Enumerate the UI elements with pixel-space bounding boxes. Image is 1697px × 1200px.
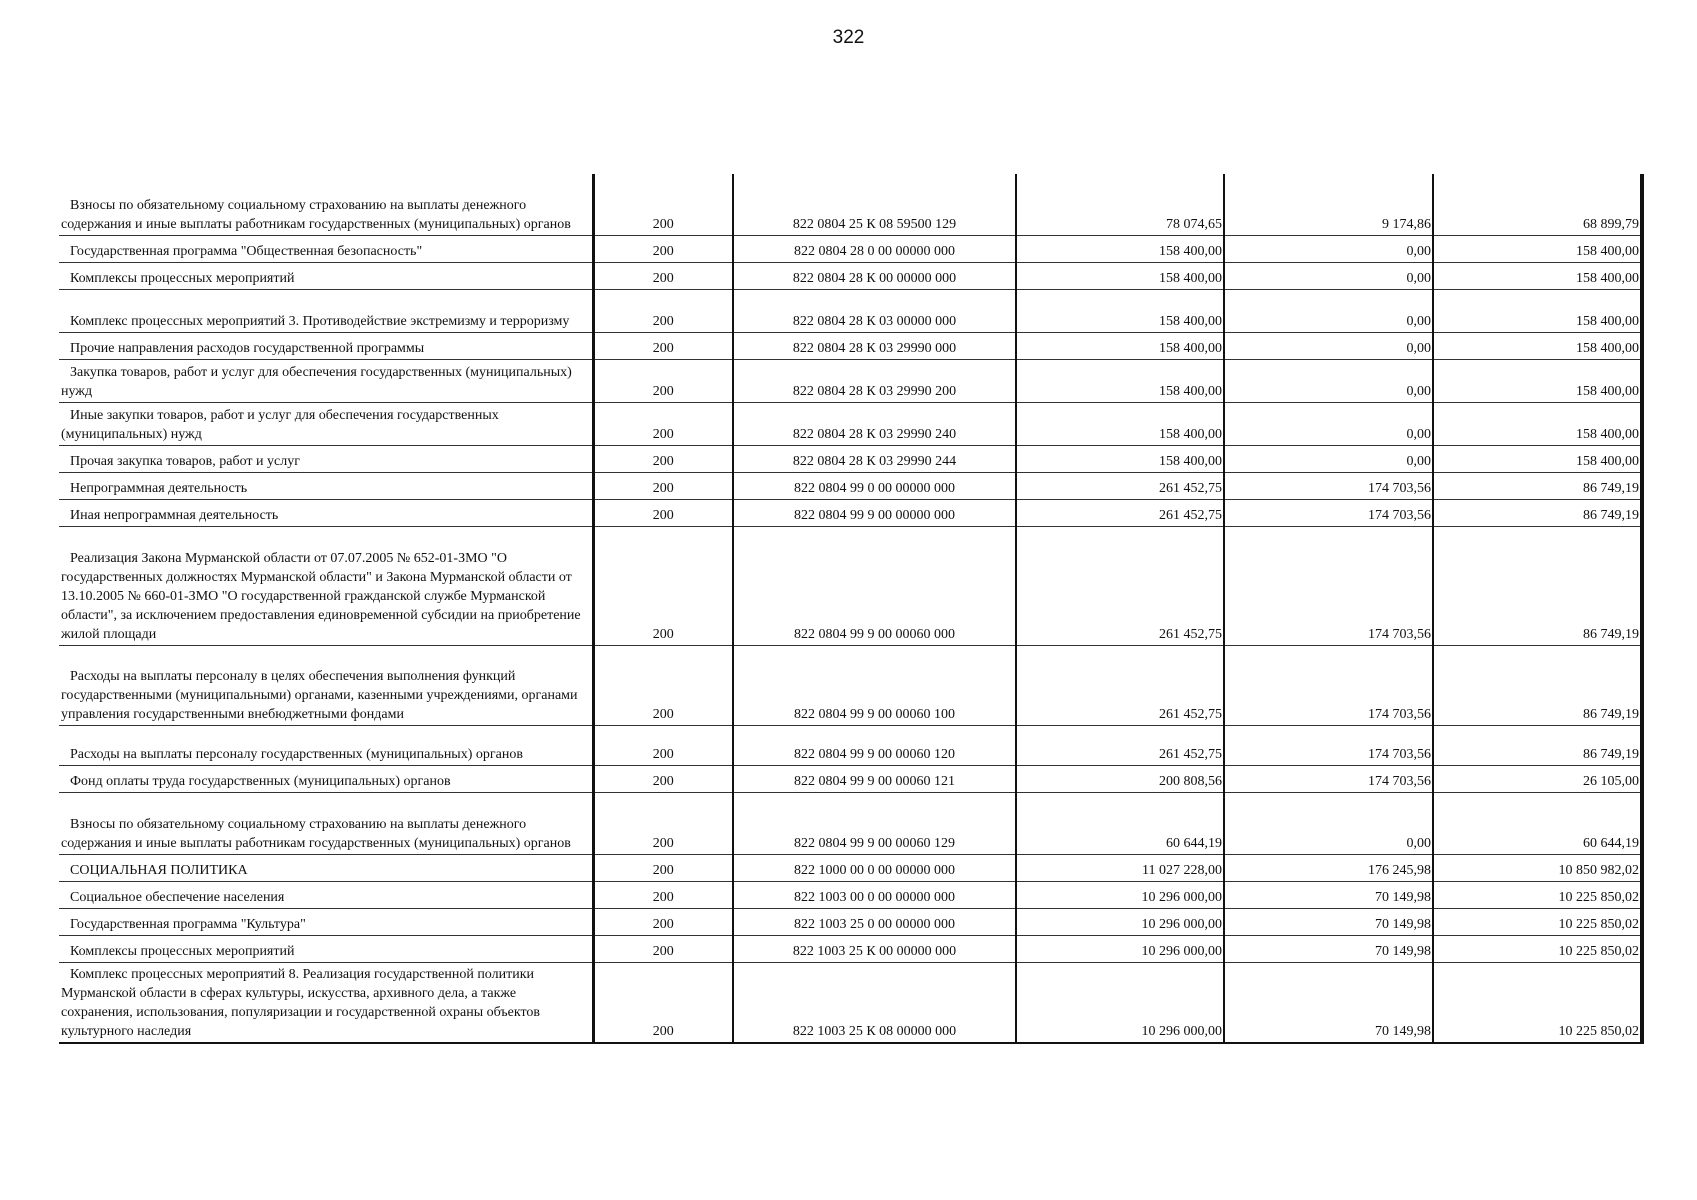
row-name-cell <box>59 882 593 909</box>
row-amount-planned-cell: 10 296 000,00 <box>1016 882 1224 909</box>
table-row <box>59 963 1642 1044</box>
row-amount-executed-cell: 174 703,56 <box>1224 473 1433 500</box>
budget-table <box>59 174 1644 1044</box>
row-name-cell <box>59 473 593 500</box>
row-kbk-cell: 822 1003 25 К 00 00000 000 <box>733 936 1016 963</box>
row-code-cell: 200 <box>593 793 733 855</box>
row-name-text: Прочая закупка товаров, работ и услуг <box>70 454 300 469</box>
row-amount-executed-cell: 0,00 <box>1224 446 1433 473</box>
table-row <box>59 793 1642 855</box>
row-amount-remaining-cell: 86 749,19 <box>1433 500 1642 527</box>
row-amount-remaining-cell: 68 899,79 <box>1433 174 1642 236</box>
row-name-text: Социальное обеспечение населения <box>70 890 285 905</box>
row-amount-executed-cell: 174 703,56 <box>1224 726 1433 766</box>
row-kbk-cell: 822 0804 28 К 03 29990 244 <box>733 446 1016 473</box>
row-amount-planned-cell: 158 400,00 <box>1016 446 1224 473</box>
row-code-cell: 200 <box>593 500 733 527</box>
table-row <box>59 236 1642 263</box>
table-row <box>59 766 1642 793</box>
table-row <box>59 527 1642 646</box>
row-amount-remaining-cell: 10 225 850,02 <box>1433 882 1642 909</box>
row-amount-executed-cell: 9 174,86 <box>1224 174 1433 236</box>
table-row <box>59 174 1642 236</box>
row-name-cell <box>59 527 593 646</box>
table-row <box>59 360 1642 403</box>
table-row <box>59 290 1642 333</box>
row-amount-remaining-cell: 10 850 982,02 <box>1433 855 1642 882</box>
row-name-cell <box>59 766 593 793</box>
row-name-cell <box>59 936 593 963</box>
row-amount-planned-cell: 158 400,00 <box>1016 263 1224 290</box>
budget-table-body <box>59 174 1642 1043</box>
row-name-text: Взносы по обязательному социальному страхованию на выплаты денежного содержания и иные выплаты работникам государственных (муниципальных) органов <box>61 817 571 851</box>
row-amount-executed-cell: 70 149,98 <box>1224 936 1433 963</box>
table-row <box>59 500 1642 527</box>
row-amount-executed-cell: 0,00 <box>1224 236 1433 263</box>
table-row <box>59 403 1642 446</box>
row-amount-executed-cell: 0,00 <box>1224 333 1433 360</box>
row-name-cell <box>59 360 593 403</box>
row-name-text: Комплекс процессных мероприятий 3. Противодействие экстремизму и терроризму <box>70 314 570 329</box>
row-amount-remaining-cell: 86 749,19 <box>1433 473 1642 500</box>
row-name-cell <box>59 726 593 766</box>
row-amount-remaining-cell: 10 225 850,02 <box>1433 909 1642 936</box>
table-row <box>59 446 1642 473</box>
row-amount-planned-cell: 261 452,75 <box>1016 473 1224 500</box>
table-row <box>59 263 1642 290</box>
row-name-cell <box>59 333 593 360</box>
page-number: 322 <box>832 27 865 48</box>
table-row <box>59 473 1642 500</box>
row-amount-planned-cell: 11 027 228,00 <box>1016 855 1224 882</box>
row-amount-planned-cell: 158 400,00 <box>1016 403 1224 446</box>
row-kbk-cell: 822 0804 28 0 00 00000 000 <box>733 236 1016 263</box>
row-name-text: Взносы по обязательному социальному страхованию на выплаты денежного содержания и иные выплаты работникам государственных (муниципальных) органов <box>61 198 571 232</box>
row-amount-remaining-cell: 158 400,00 <box>1433 333 1642 360</box>
row-kbk-cell: 822 0804 28 К 03 29990 000 <box>733 333 1016 360</box>
row-name-text: Прочие направления расходов государственной программы <box>70 341 425 356</box>
row-amount-remaining-cell: 60 644,19 <box>1433 793 1642 855</box>
row-name-cell <box>59 963 593 1044</box>
row-amount-remaining-cell: 10 225 850,02 <box>1433 963 1642 1044</box>
row-kbk-cell: 822 0804 99 9 00 00000 000 <box>733 500 1016 527</box>
table-row <box>59 726 1642 766</box>
row-amount-executed-cell: 0,00 <box>1224 360 1433 403</box>
row-amount-remaining-cell: 158 400,00 <box>1433 236 1642 263</box>
row-name-text: Расходы на выплаты персоналу в целях обеспечения выполнения функций государственными (муниципальными) органами, казенными учреждениями, органами управления государственными внебюджетными фондами <box>61 669 578 722</box>
row-code-cell: 200 <box>593 527 733 646</box>
row-code-cell: 200 <box>593 236 733 263</box>
row-amount-remaining-cell: 26 105,00 <box>1433 766 1642 793</box>
table-row <box>59 855 1642 882</box>
row-amount-planned-cell: 158 400,00 <box>1016 236 1224 263</box>
row-name-cell <box>59 236 593 263</box>
row-code-cell: 200 <box>593 446 733 473</box>
row-name-text: Фонд оплаты труда государственных (муниципальных) органов <box>70 774 451 789</box>
row-name-cell <box>59 646 593 726</box>
row-amount-remaining-cell: 158 400,00 <box>1433 446 1642 473</box>
row-name-cell <box>59 263 593 290</box>
row-name-text: Комплекс процессных мероприятий 8. Реализация государственной политики Мурманской области в сферах культуры, искусства, архивного дела, а также сохранения, использования, популяризации и государственной охраны объектов культурного наследия <box>61 967 541 1039</box>
row-kbk-cell: 822 0804 28 К 03 29990 240 <box>733 403 1016 446</box>
row-amount-planned-cell: 261 452,75 <box>1016 726 1224 766</box>
row-amount-planned-cell: 158 400,00 <box>1016 333 1224 360</box>
row-amount-executed-cell: 174 703,56 <box>1224 500 1433 527</box>
row-amount-executed-cell: 0,00 <box>1224 263 1433 290</box>
row-amount-executed-cell: 176 245,98 <box>1224 855 1433 882</box>
row-code-cell: 200 <box>593 882 733 909</box>
row-name-text: Реализация Закона Мурманской области от 07.07.2005 № 652-01-ЗМО "О государственных должностях Мурманской области" и Закона Мурманской области от 13.10.2005 № 660-01-ЗМО "О государственной гражданской службе Мурманской области", за исключением предоставления единовременной субсидии на приобретение жилой площади <box>61 551 581 642</box>
table-row <box>59 909 1642 936</box>
row-amount-remaining-cell: 158 400,00 <box>1433 263 1642 290</box>
row-amount-planned-cell: 158 400,00 <box>1016 360 1224 403</box>
row-kbk-cell: 822 0804 28 К 00 00000 000 <box>733 263 1016 290</box>
row-code-cell: 200 <box>593 290 733 333</box>
row-kbk-cell: 822 0804 25 К 08 59500 129 <box>733 174 1016 236</box>
row-name-text: СОЦИАЛЬНАЯ ПОЛИТИКА <box>70 863 248 878</box>
row-name-text: Расходы на выплаты персоналу государственных (муниципальных) органов <box>70 747 523 762</box>
row-name-cell <box>59 855 593 882</box>
row-kbk-cell: 822 0804 99 9 00 00060 100 <box>733 646 1016 726</box>
row-amount-remaining-cell: 158 400,00 <box>1433 403 1642 446</box>
table-row <box>59 936 1642 963</box>
table-row <box>59 882 1642 909</box>
row-amount-remaining-cell: 158 400,00 <box>1433 360 1642 403</box>
row-kbk-cell: 822 1003 00 0 00 00000 000 <box>733 882 1016 909</box>
row-name-text: Закупка товаров, работ и услуг для обеспечения государственных (муниципальных) нужд <box>61 365 572 399</box>
row-kbk-cell: 822 0804 99 0 00 00000 000 <box>733 473 1016 500</box>
row-name-text: Иная непрограммная деятельность <box>70 508 279 523</box>
row-amount-executed-cell: 174 703,56 <box>1224 766 1433 793</box>
row-amount-executed-cell: 0,00 <box>1224 793 1433 855</box>
row-amount-planned-cell: 158 400,00 <box>1016 290 1224 333</box>
row-code-cell: 200 <box>593 909 733 936</box>
row-name-text: Государственная программа "Общественная безопасность" <box>70 244 423 259</box>
row-code-cell: 200 <box>593 855 733 882</box>
row-kbk-cell: 822 0804 99 9 00 00060 120 <box>733 726 1016 766</box>
row-amount-executed-cell: 0,00 <box>1224 403 1433 446</box>
row-amount-planned-cell: 261 452,75 <box>1016 646 1224 726</box>
row-code-cell: 200 <box>593 646 733 726</box>
row-amount-remaining-cell: 10 225 850,02 <box>1433 936 1642 963</box>
row-code-cell: 200 <box>593 403 733 446</box>
row-name-text: Иные закупки товаров, работ и услуг для обеспечения государственных (муниципальных) нужд <box>61 408 499 442</box>
row-kbk-cell: 822 0804 28 К 03 29990 200 <box>733 360 1016 403</box>
row-amount-planned-cell: 10 296 000,00 <box>1016 909 1224 936</box>
row-kbk-cell: 822 0804 99 9 00 00060 121 <box>733 766 1016 793</box>
row-name-cell <box>59 403 593 446</box>
row-code-cell: 200 <box>593 726 733 766</box>
row-code-cell: 200 <box>593 263 733 290</box>
row-amount-executed-cell: 0,00 <box>1224 290 1433 333</box>
row-code-cell: 200 <box>593 936 733 963</box>
row-amount-planned-cell: 200 808,56 <box>1016 766 1224 793</box>
row-name-cell <box>59 446 593 473</box>
row-amount-executed-cell: 70 149,98 <box>1224 882 1433 909</box>
table-row <box>59 646 1642 726</box>
row-code-cell: 200 <box>593 174 733 236</box>
row-code-cell: 200 <box>593 963 733 1044</box>
row-name-text: Комплексы процессных мероприятий <box>70 944 295 959</box>
row-kbk-cell: 822 0804 99 9 00 00060 000 <box>733 527 1016 646</box>
row-amount-remaining-cell: 86 749,19 <box>1433 646 1642 726</box>
row-code-cell: 200 <box>593 360 733 403</box>
row-amount-executed-cell: 174 703,56 <box>1224 527 1433 646</box>
row-name-text: Государственная программа "Культура" <box>70 917 306 932</box>
row-name-cell <box>59 909 593 936</box>
row-name-cell <box>59 174 593 236</box>
row-amount-executed-cell: 174 703,56 <box>1224 646 1433 726</box>
row-name-text: Комплексы процессных мероприятий <box>70 271 295 286</box>
row-kbk-cell: 822 1000 00 0 00 00000 000 <box>733 855 1016 882</box>
row-amount-remaining-cell: 158 400,00 <box>1433 290 1642 333</box>
row-code-cell: 200 <box>593 473 733 500</box>
row-name-cell <box>59 500 593 527</box>
row-name-cell <box>59 290 593 333</box>
row-code-cell: 200 <box>593 766 733 793</box>
table-row <box>59 333 1642 360</box>
row-kbk-cell: 822 0804 28 К 03 00000 000 <box>733 290 1016 333</box>
row-amount-executed-cell: 70 149,98 <box>1224 963 1433 1044</box>
row-amount-executed-cell: 70 149,98 <box>1224 909 1433 936</box>
row-amount-remaining-cell: 86 749,19 <box>1433 726 1642 766</box>
row-amount-planned-cell: 60 644,19 <box>1016 793 1224 855</box>
row-amount-planned-cell: 10 296 000,00 <box>1016 963 1224 1044</box>
row-amount-planned-cell: 261 452,75 <box>1016 527 1224 646</box>
row-amount-remaining-cell: 86 749,19 <box>1433 527 1642 646</box>
row-amount-planned-cell: 78 074,65 <box>1016 174 1224 236</box>
row-kbk-cell: 822 0804 99 9 00 00060 129 <box>733 793 1016 855</box>
row-kbk-cell: 822 1003 25 0 00 00000 000 <box>733 909 1016 936</box>
row-name-text: Непрограммная деятельность <box>70 481 248 496</box>
row-kbk-cell: 822 1003 25 К 08 00000 000 <box>733 963 1016 1044</box>
row-amount-planned-cell: 10 296 000,00 <box>1016 936 1224 963</box>
row-code-cell: 200 <box>593 333 733 360</box>
row-amount-planned-cell: 261 452,75 <box>1016 500 1224 527</box>
row-name-cell <box>59 793 593 855</box>
